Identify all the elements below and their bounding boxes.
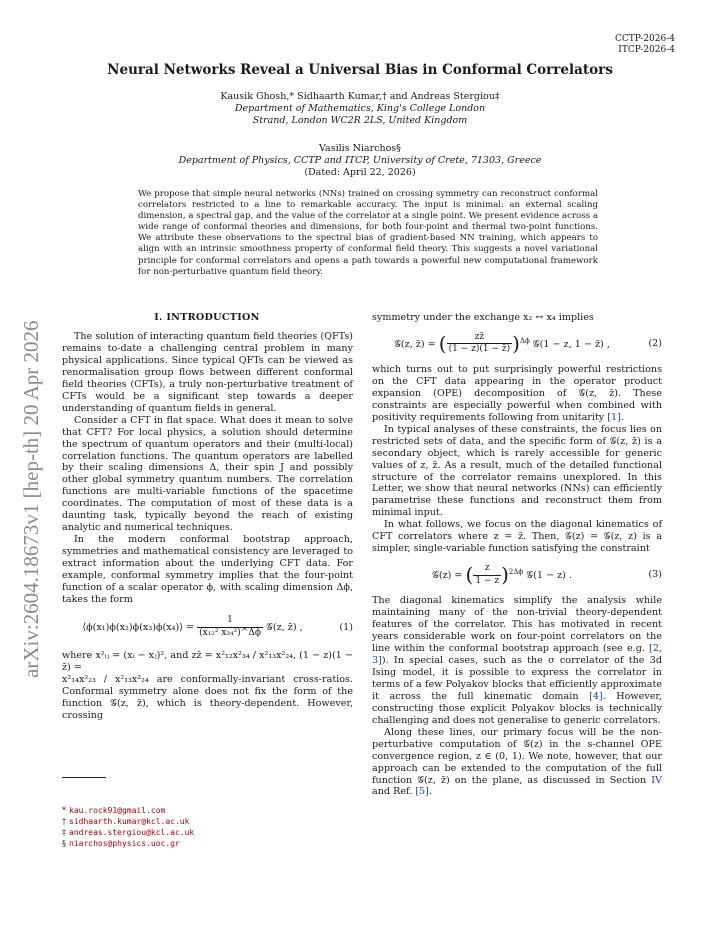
section-link[interactable]: IV	[651, 774, 662, 786]
paragraph: where x²ᵢⱼ = (xᵢ − xⱼ)², and zz̄ = x²₁₂x²₃₄ / x²₁₃x²₂₄, (1 − z)(1 − z̄) =	[62, 649, 353, 673]
citation-link[interactable]: [5]	[415, 786, 429, 798]
footnotes	[62, 805, 194, 849]
paragraph: which turns out to put surprisingly powerful restrictions on the CFT data appearing in the operator product expansion (OPE) decomposition of 𝒢(z, z̄). These constraints are especially powerful when combined with positivity requirements following from unitarity [1].	[372, 363, 662, 423]
eq3-rhs: 𝒢(1 − z) .	[526, 569, 572, 581]
eq1-numerator: 1	[197, 615, 263, 628]
equation-3: 𝒢(z) = ( $\frac{z}{1 - z}$ )$^{2\Delta\phi}$ 𝒢(1 − z) . (3)	[432, 562, 662, 587]
equation-1	[62, 611, 353, 645]
paragraph: In the modern conformal bootstrap approach, symmetries and mathematical consistency are leveraged to extract information about the underlying CFT data. For example, conformal symmetry implies that the four-point function of a scalar operator ϕ, with scaling dimension Δϕ, takes the form	[62, 534, 353, 605]
abstract: We propose that simple neural networks (NNs) trained on crossing symmetry can reconstruct conformal correlators restricted to a line to remarkable accuracy. The input is minimal: an external scaling dimension, a spectral gap, and the value of the correlator at a single point. We present evidence across a wide range of conformal theories and dimensions, for both four-point and thermal two-point functions. We attribute these observations to the spectral bias of gradient-based NN training, which appears to align with an intrinsic smoothness property of conformal field theory. This suggests a novel variational principle for conformal correlators and opens a path towards a powerful new computational framework for non-perturbative quantum field theory.	[138, 189, 598, 277]
paragraph: Along these lines, our primary focus will be the non-perturbative computation of 𝒢(z) in the s-channel OPE convergence region, z ∈ (0, 1). We note, however, that our approach can be extended to the computation of the full function 𝒢(z, z̄) on the plane, as discussed in Section IV and Ref. [5].	[372, 726, 662, 798]
paragraph: Consider a CFT in flat space. What does it mean to solve that CFT? For local physics, a solution should determine the spectrum of quantum operators and their (multi-local) correlation functions. The quantum operators are labelled by their scaling dimensions Δ, their spin J and possibly other global symmetry quantum numbers. The correlation functions are multi-variable functions of the spacetime coordinates. The computation of most of these data is a daunting task, typically beyond the reach of existing analytic and numerical techniques.	[62, 414, 353, 534]
footnote-rule	[62, 777, 106, 778]
affiliation-kcl-2: Strand, London WC2R 2LS, United Kingdom	[252, 115, 468, 126]
affiliation-crete: Department of Physics, CCTP and ITCP, University of Crete, 71303, Greece	[178, 155, 542, 166]
right-column	[372, 312, 662, 798]
eq1-lhs: ⟨ϕ(x₁)ϕ(x₂)ϕ(x₃)ϕ(x₄)⟩ =	[82, 622, 195, 634]
footnote-2: † sidhaarth.kumar@kcl.ac.uk	[62, 817, 190, 826]
arxiv-stamp-text: arXiv:2604.18673v1 [hep-th] 20 Apr 2026	[19, 320, 43, 678]
paragraph: In typical analyses of these constraints, the focus lies on restricted sets of data, and the specific form of 𝒢(z, z̄) is a secondary object, which is rarely accessible for generic values of z, z̄. As a result, much of the detailed functional structure of the correlator remains unexplored. In this Letter, we show that neural networks (NNs) can efficiently parametrise these functions and reconstruct them from minimal input.	[372, 423, 662, 519]
section-heading: I. INTRODUCTION	[154, 312, 260, 323]
email-link[interactable]: andreas.stergiou@kcl.ac.uk	[69, 828, 195, 837]
eq2-numerator: zz̄	[447, 332, 513, 345]
eq3-numerator: z	[473, 563, 501, 576]
citation-link[interactable]: [4]	[589, 690, 603, 702]
eq2-fraction	[447, 332, 513, 357]
eq3-fraction	[473, 563, 501, 588]
eq1-label: (1)	[339, 621, 353, 633]
eq2-label: (2)	[648, 337, 662, 349]
eq2-denominator: (1 − z)(1 − z̄)	[448, 344, 511, 355]
paragraph: In what follows, we focus on the diagonal kinematics of CFT correlators where z = z̄. Then, 𝒢(z) = 𝒢(z, z) is a simpler, single-variable function satisfying the constraint	[372, 519, 662, 555]
footnote-4: § niarchos@physics.uoc.gr	[62, 839, 180, 848]
eq2-exponent: Δϕ	[519, 336, 530, 345]
footnote-1: * kau.rock91@gmail.com	[62, 806, 166, 815]
report-number-1: CCTP-2026-4	[614, 34, 675, 44]
eq1-denominator: (x₁₂² x₃₄²)^Δϕ	[199, 628, 261, 639]
eq3-exponent: 2Δϕ	[508, 567, 524, 576]
email-link[interactable]: sidhaarth.kumar@kcl.ac.uk	[69, 817, 190, 826]
report-numbers	[615, 34, 675, 56]
eq1-rhs: 𝒢(z, z̄) ,	[266, 622, 303, 634]
eq2-lhs: 𝒢(z, z̄) =	[394, 338, 436, 350]
authors: Kausik Ghosh,* Sidhaarth Kumar,† and Andreas Stergiou‡	[220, 91, 500, 102]
equation-2: 𝒢(z, z̄) = ( $\frac{zz̄}{(1 - z)(1 - z̄)}$ )$^{\Delta\phi}$ 𝒢(1 − z, 1 − z̄) , (2)	[394, 330, 662, 355]
citation-link[interactable]: [1]	[607, 411, 621, 423]
paragraph: The diagonal kinematics simplify the analysis while maintaining many of the non-trivial theory-dependent features of the correlator. This has motivated in recent years considerable work on four-point correlators on the line within the conformal bootstrap approach (see e.g. [2, 3]). In special cases, such as the σ correlator of the 3d Ising model, it is possible to express the correlator in terms of a few Polyakov blocks that efficiently approximate it across the full kinematic domain [4]. However, constructing those explicit Polyakov blocks is technically challenging and does not generalise to generic correlators.	[372, 595, 663, 726]
paragraph: The solution of interacting quantum field theories (QFTs) remains to-date a challenging central problem in many physical applications. Since typical QFTs can be viewed as renormalisation group flows between different conformal field theories (CFTs), a truly non-perturbative treatment of CFTs would be a significant step towards a deeper understanding of quantum fields in general.	[62, 331, 353, 414]
eq3-label: (3)	[648, 569, 662, 581]
eq3-denominator: 1 − z	[475, 575, 500, 586]
email-link[interactable]: niarchos@physics.uoc.gr	[69, 839, 180, 848]
eq1-fraction	[197, 615, 263, 640]
email-link[interactable]: kau.rock91@gmail.com	[69, 806, 166, 815]
arxiv-stamp	[8, 300, 48, 680]
left-column	[62, 331, 353, 722]
eq2-rhs: 𝒢(1 − z, 1 − z̄) ,	[532, 338, 610, 350]
paper-title: Neural Networks Reveal a Universal Bias in Conformal Correlators	[107, 62, 613, 78]
author-niarchos: Vasilis Niarchos§	[319, 143, 401, 154]
paragraph: x²₁₄x²₂₃ / x²₁₃x²₂₄ are conformally-invariant cross-ratios. Conformal symmetry alone does not fix the form of the function 𝒢(z, z̄), which is theory-dependent. However, crossing	[62, 673, 353, 721]
citation-link[interactable]: [2, 3]	[372, 643, 662, 666]
report-number-2: ITCP-2026-4	[618, 45, 675, 55]
paragraph: symmetry under the exchange x₂ ↔ x₄ implies	[372, 312, 594, 323]
footnote-3: ‡ andreas.stergiou@kcl.ac.uk	[62, 828, 195, 837]
affiliation-kcl-1: Department of Mathematics, King's College London	[234, 103, 486, 114]
eq3-lhs: 𝒢(z) =	[432, 569, 463, 581]
dated: (Dated: April 22, 2026)	[304, 167, 416, 178]
